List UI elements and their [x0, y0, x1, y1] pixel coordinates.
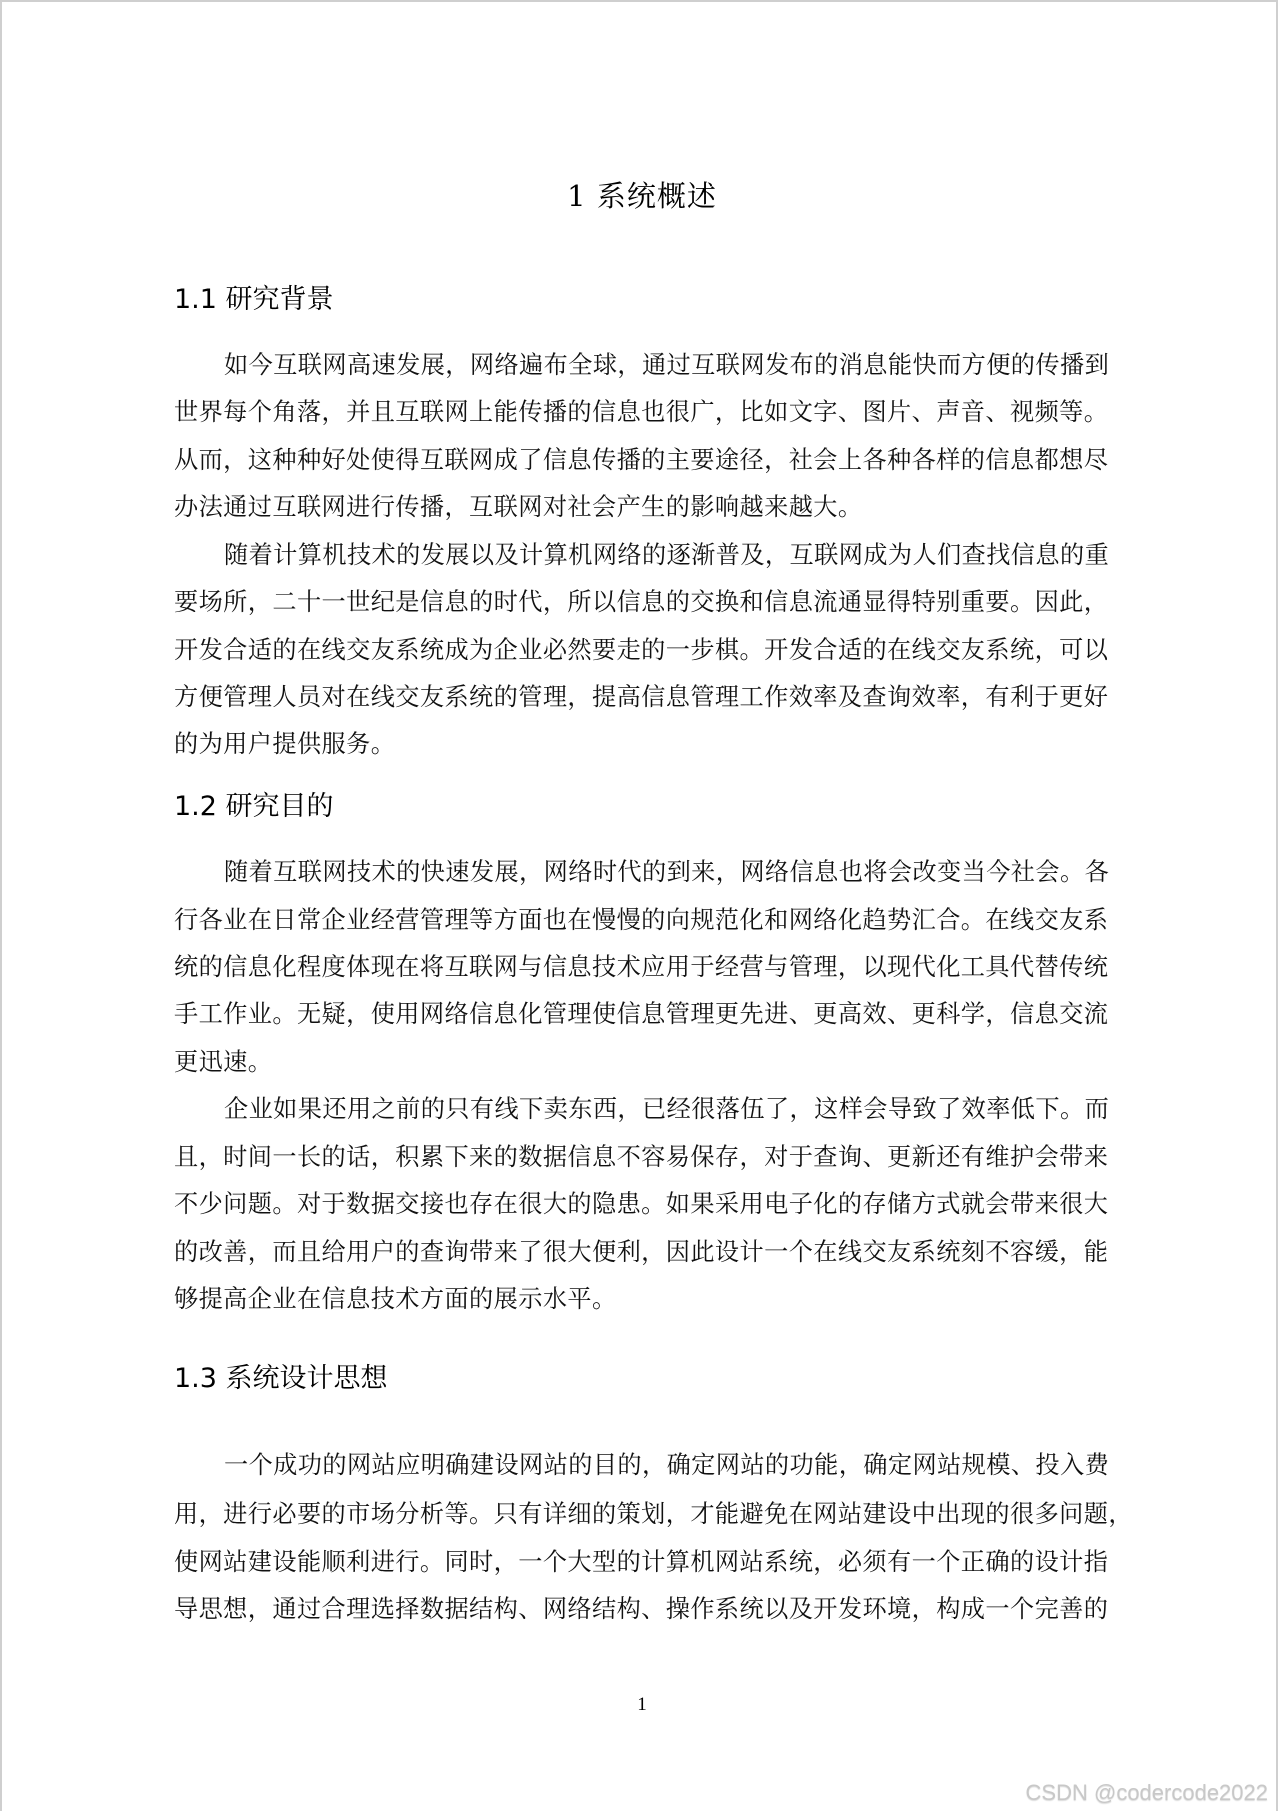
paragraph-line: 更迅速。	[174, 1048, 273, 1076]
paragraph-line: 随着互联网技术的快速发展，网络时代的到来，网络信息也将会改变当今社会。各	[224, 858, 1110, 886]
paragraph-line: 开发合适的在线交友系统成为企业必然要走的一步棋。开发合适的在线交友系统，可以	[174, 636, 1109, 664]
paragraph-line: 要场所，二十一世纪是信息的时代，所以信息的交换和信息流通显得特别重要。因此，	[174, 588, 1109, 616]
paragraph-line: 随着计算机技术的发展以及计算机网络的逐渐普及，互联网成为人们查找信息的重	[224, 541, 1110, 569]
paragraph-line: 企业如果还用之前的只有线下卖东西，已经很落伍了，这样会导致了效率低下。而	[224, 1095, 1110, 1123]
paragraph-line: 世界每个角落，并且互联网上能传播的信息也很广，比如文字、图片、声音、视频等。	[174, 398, 1109, 426]
paragraph-line: 统的信息化程度体现在将互联网与信息技术应用于经营与管理，以现代化工具代替传统	[174, 953, 1109, 981]
paragraph-line: 一个成功的网站应明确建设网站的目的，确定网站的功能，确定网站规模、投入费	[224, 1451, 1110, 1479]
paragraph-line: 使网站建设能顺利进行。同时，一个大型的计算机网站系统，必须有一个正确的设计指	[174, 1548, 1109, 1576]
paragraph-line: 导思想，通过合理选择数据结构、网络结构、操作系统以及开发环境，构成一个完善的	[174, 1595, 1109, 1623]
page-number: 1	[637, 1694, 647, 1715]
section-heading-1-3: 1.3 系统设计思想	[174, 1363, 388, 1394]
paragraph-line: 从而，这种种好处使得互联网成了信息传播的主要途径，社会上各种各样的信息都想尽	[174, 446, 1109, 474]
section-heading-1-2: 1.2 研究目的	[174, 791, 334, 822]
chapter-title: 1 系统概述	[567, 179, 717, 213]
paragraph-line: 如今互联网高速发展，网络遍布全球，通过互联网发布的消息能快而方便的传播到	[224, 351, 1110, 379]
watermark: CSDN @codercode2022	[1025, 1780, 1268, 1805]
paragraph-line: 的改善，而且给用户的查询带来了很大便利，因此设计一个在线交友系统刻不容缓，能	[174, 1238, 1109, 1266]
paragraph-line: 够提高企业在信息技术方面的展示水平。	[174, 1285, 617, 1313]
paragraph-line: 用，进行必要的市场分析等。只有详细的策划，才能避免在网站建设中出现的很多问题，	[174, 1500, 1133, 1528]
paragraph-line: 行各业在日常企业经营管理等方面也在慢慢的向规范化和网络化趋势汇合。在线交友系	[174, 906, 1109, 934]
paragraph-line: 方便管理人员对在线交友系统的管理，提高信息管理工作效率及查询效率，有利于更好	[174, 683, 1109, 711]
paragraph-line: 的为用户提供服务。	[174, 730, 396, 758]
paragraph-line: 手工作业。无疑，使用网络信息化管理使信息管理更先进、更高效、更科学，信息交流	[174, 1000, 1109, 1028]
section-heading-1-1: 1.1 研究背景	[174, 284, 334, 315]
paragraph-line: 且，时间一长的话，积累下来的数据信息不容易保存，对于查询、更新还有维护会带来	[174, 1143, 1109, 1171]
paragraph-line: 不少问题。对于数据交接也存在很大的隐患。如果采用电子化的存储方式就会带来很大	[174, 1190, 1109, 1218]
paragraph-line: 办法通过互联网进行传播，互联网对社会产生的影响越来越大。	[174, 493, 863, 521]
